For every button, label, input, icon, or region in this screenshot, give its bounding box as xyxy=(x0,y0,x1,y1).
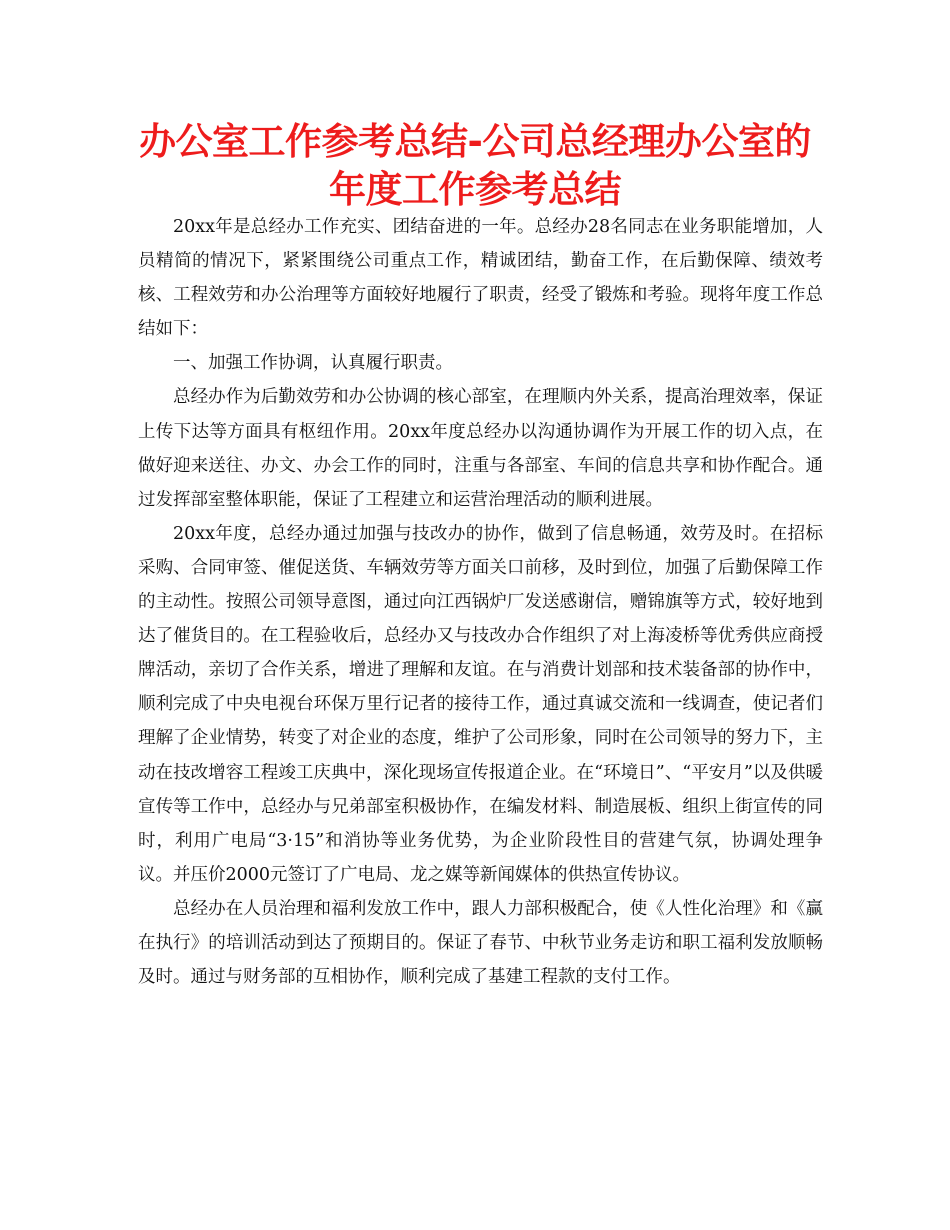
paragraph-heading-one: 一、加强工作协调，认真履行职责。 xyxy=(173,353,453,374)
document-body xyxy=(138,210,823,994)
paragraph-intro: 20xx年是总经办工作充实、团结奋进的一年。总经办28名同志在业务职能增加，人员精简的情况下，紧紧围绕公司重点工作，精诚团结，勤奋工作，在后勤保障、绩效考核、工程效劳和办公治理等方面较好地履行了职责，经受了锻炼和考验。现将年度工作总结如下： xyxy=(138,217,823,340)
paragraph-personnel: 总经办在人员治理和福利发放工作中，跟人力部积极配合，使《人性化治理》和《赢在执行》的培训活动到达了预期目的。保证了春节、中秋节业务走访和职工福利发放顺畅及时。通过与财务部的互相协作，顺利完成了基建工程款的支付工作。 xyxy=(138,898,823,988)
document-title: 办公室工作参考总结-公司总经理办公室的年度工作参考总结 xyxy=(139,120,811,211)
paragraph-cooperation: 20xx年度，总经办通过加强与技改办的协作，做到了信息畅通，效劳及时。在招标采购、合同审签、催促送货、车辆效劳等方面关口前移，及时到位，加强了后勤保障工作的主动性。按照公司领导意图，通过向江西锅炉厂发送感谢信，赠锦旗等方式，较好地到达了催货目的。在工程验收后，总经办又与技改办合作组织了对上海凌桥等优秀供应商授牌活动，亲切了合作关系，增进了理解和友谊。在与消费计划部和技术装备部的协作中，顺利完成了中央电视台环保万里行记者的接待工作，通过真诚交流和一线调查，使记者们理解了企业情势，转变了对企业的态度，维护了公司形象，同时在公司领导的努力下，主动在技改增容工程竣工庆典中，深化现场宣传报道企业。在“环境日”、“平安月”以及供暖宣传等工作中，总经办与兄弟部室积极协作，在编发材料、制造展板、组织上街宣传的同时，利用广电局“3·15”和消协等业务优势，为企业阶段性目的营建气氛，协调处理争议。并压价2000元签订了广电局、龙之媒等新闻媒体的供热宣传协议。 xyxy=(138,523,823,885)
paragraph-coordination: 总经办作为后勤效劳和办公协调的核心部室，在理顺内外关系，提高治理效率，保证上传下达等方面具有枢纽作用。20xx年度总经办以沟通协调作为开展工作的切入点，在做好迎来送往、办文、办会工作的同时，注重与各部室、车间的信息共享和协作配合。通过发挥部室整体职能，保证了工程建立和运营治理活动的顺利进展。 xyxy=(138,387,823,510)
